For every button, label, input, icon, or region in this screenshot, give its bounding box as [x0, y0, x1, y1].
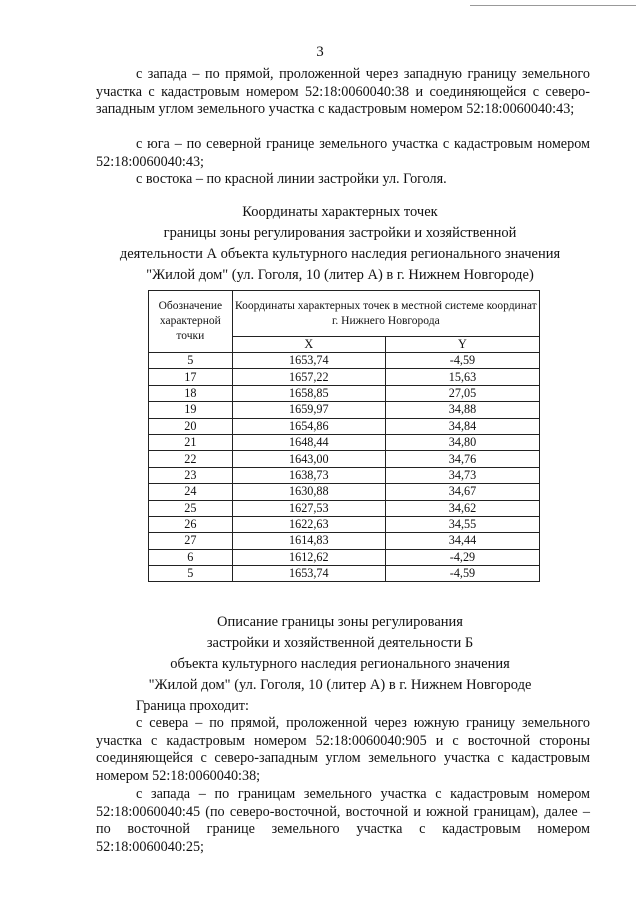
table-row [149, 549, 540, 565]
coords-heading [90, 202, 590, 286]
table-row [149, 451, 540, 467]
table-row [149, 516, 540, 532]
top-rule [470, 5, 636, 6]
description-heading-line: застройки и хозяйственной деятельности Б [206, 635, 474, 651]
cell-x: 1622,63 [232, 516, 385, 532]
cell-y: 34,84 [385, 418, 539, 434]
cell-point: 27 [149, 533, 233, 549]
coords-heading-line: "Жилой дом" (ул. Гоголя, 10 (литер А) в г. Нижнем Новгороде) [146, 267, 534, 283]
coords-heading-line: границы зоны регулирования застройки и хозяйственной [163, 225, 517, 241]
cell-x: 1630,88 [232, 484, 385, 500]
paragraph-west-b: с запада – по границам земельного участка с кадастровым номером 52:18:0060040:45 (по северо-восточной, восточной и южной границам), далее – по восточной границе земельного участка с кадастровым номером 52:18:0060040:25; [96, 786, 590, 855]
description-heading-line: объекта культурного наследия регионального значения [170, 656, 510, 672]
cell-x: 1612,62 [232, 549, 385, 565]
paragraph-west-a: с запада – по прямой, проложенной через западную границу земельного участка с кадастровым номером 52:18:0060040:38 и соединяющейся с северо-западным углом земельного участка с кадастровым номером 52:18:0060040:43; [96, 66, 590, 118]
cell-point: 5 [149, 566, 233, 582]
header-point: Обозначение характерной точки [149, 291, 233, 353]
header-coords: Координаты характерных точек в местной системе координат г. Нижнего Новгорода [232, 291, 539, 337]
cell-x: 1654,86 [232, 418, 385, 434]
cell-y: 15,63 [385, 369, 539, 385]
cell-y: -4,29 [385, 549, 539, 565]
boundary-intro: Граница проходит: [136, 698, 249, 714]
cell-y: 34,76 [385, 451, 539, 467]
cell-y: 34,80 [385, 434, 539, 450]
cell-x: 1627,53 [232, 500, 385, 516]
cell-point: 26 [149, 516, 233, 532]
cell-point: 20 [149, 418, 233, 434]
cell-point: 6 [149, 549, 233, 565]
cell-y: 34,73 [385, 467, 539, 483]
paragraph-south-a: с юга – по северной границе земельного участка с кадастровым номером 52:18:0060040:43; [96, 136, 590, 170]
cell-y: 34,44 [385, 533, 539, 549]
cell-x: 1659,97 [232, 402, 385, 418]
cell-y: 34,55 [385, 516, 539, 532]
table-row [149, 500, 540, 516]
cell-x: 1648,44 [232, 434, 385, 450]
table-row [149, 533, 540, 549]
cell-y: -4,59 [385, 566, 539, 582]
table-row [149, 369, 540, 385]
cell-x: 1657,22 [232, 369, 385, 385]
table-row [149, 467, 540, 483]
table-row [149, 353, 540, 369]
coords-heading-line: деятельности А объекта культурного наследия регионального значения [119, 246, 561, 262]
cell-x: 1653,74 [232, 353, 385, 369]
cell-point: 19 [149, 402, 233, 418]
cell-point: 5 [149, 353, 233, 369]
cell-x: 1614,83 [232, 533, 385, 549]
paragraph-north-b: с севера – по прямой, проложенной через южную границу земельного участка с кадастровым номером 52:18:0060040:905 и с восточной стороны соединяющейся с северо-западным углом земельного участка с кадастровым номером 52:18:0060040:38; [96, 715, 590, 784]
table-row [149, 418, 540, 434]
cell-point: 24 [149, 484, 233, 500]
table-row [149, 484, 540, 500]
cell-y: -4,59 [385, 353, 539, 369]
cell-y: 34,67 [385, 484, 539, 500]
table-row [149, 402, 540, 418]
cell-point: 17 [149, 369, 233, 385]
cell-x: 1643,00 [232, 451, 385, 467]
cell-x: 1653,74 [232, 566, 385, 582]
cell-point: 22 [149, 451, 233, 467]
description-heading-line: "Жилой дом" (ул. Гоголя, 10 (литер А) в г. Нижнем Новгороде [148, 677, 532, 693]
cell-y: 34,88 [385, 402, 539, 418]
table-row [149, 566, 540, 582]
cell-point: 21 [149, 434, 233, 450]
cell-y: 27,05 [385, 385, 539, 401]
header-x: X [232, 337, 385, 353]
table-row [149, 434, 540, 450]
description-heading-line: Описание границы зоны регулирования [217, 614, 463, 630]
header-y: Y [385, 337, 539, 353]
cell-point: 18 [149, 385, 233, 401]
cell-y: 34,62 [385, 500, 539, 516]
paragraph-east-a: с востока – по красной линии застройки ул. Гоголя. [136, 171, 447, 187]
cell-x: 1638,73 [232, 467, 385, 483]
coordinates-table [148, 290, 540, 582]
table-row [149, 385, 540, 401]
coords-heading-line: Координаты характерных точек [242, 204, 438, 220]
cell-point: 23 [149, 467, 233, 483]
page-number: 3 [316, 44, 324, 60]
description-heading [90, 612, 590, 696]
cell-x: 1658,85 [232, 385, 385, 401]
cell-point: 25 [149, 500, 233, 516]
